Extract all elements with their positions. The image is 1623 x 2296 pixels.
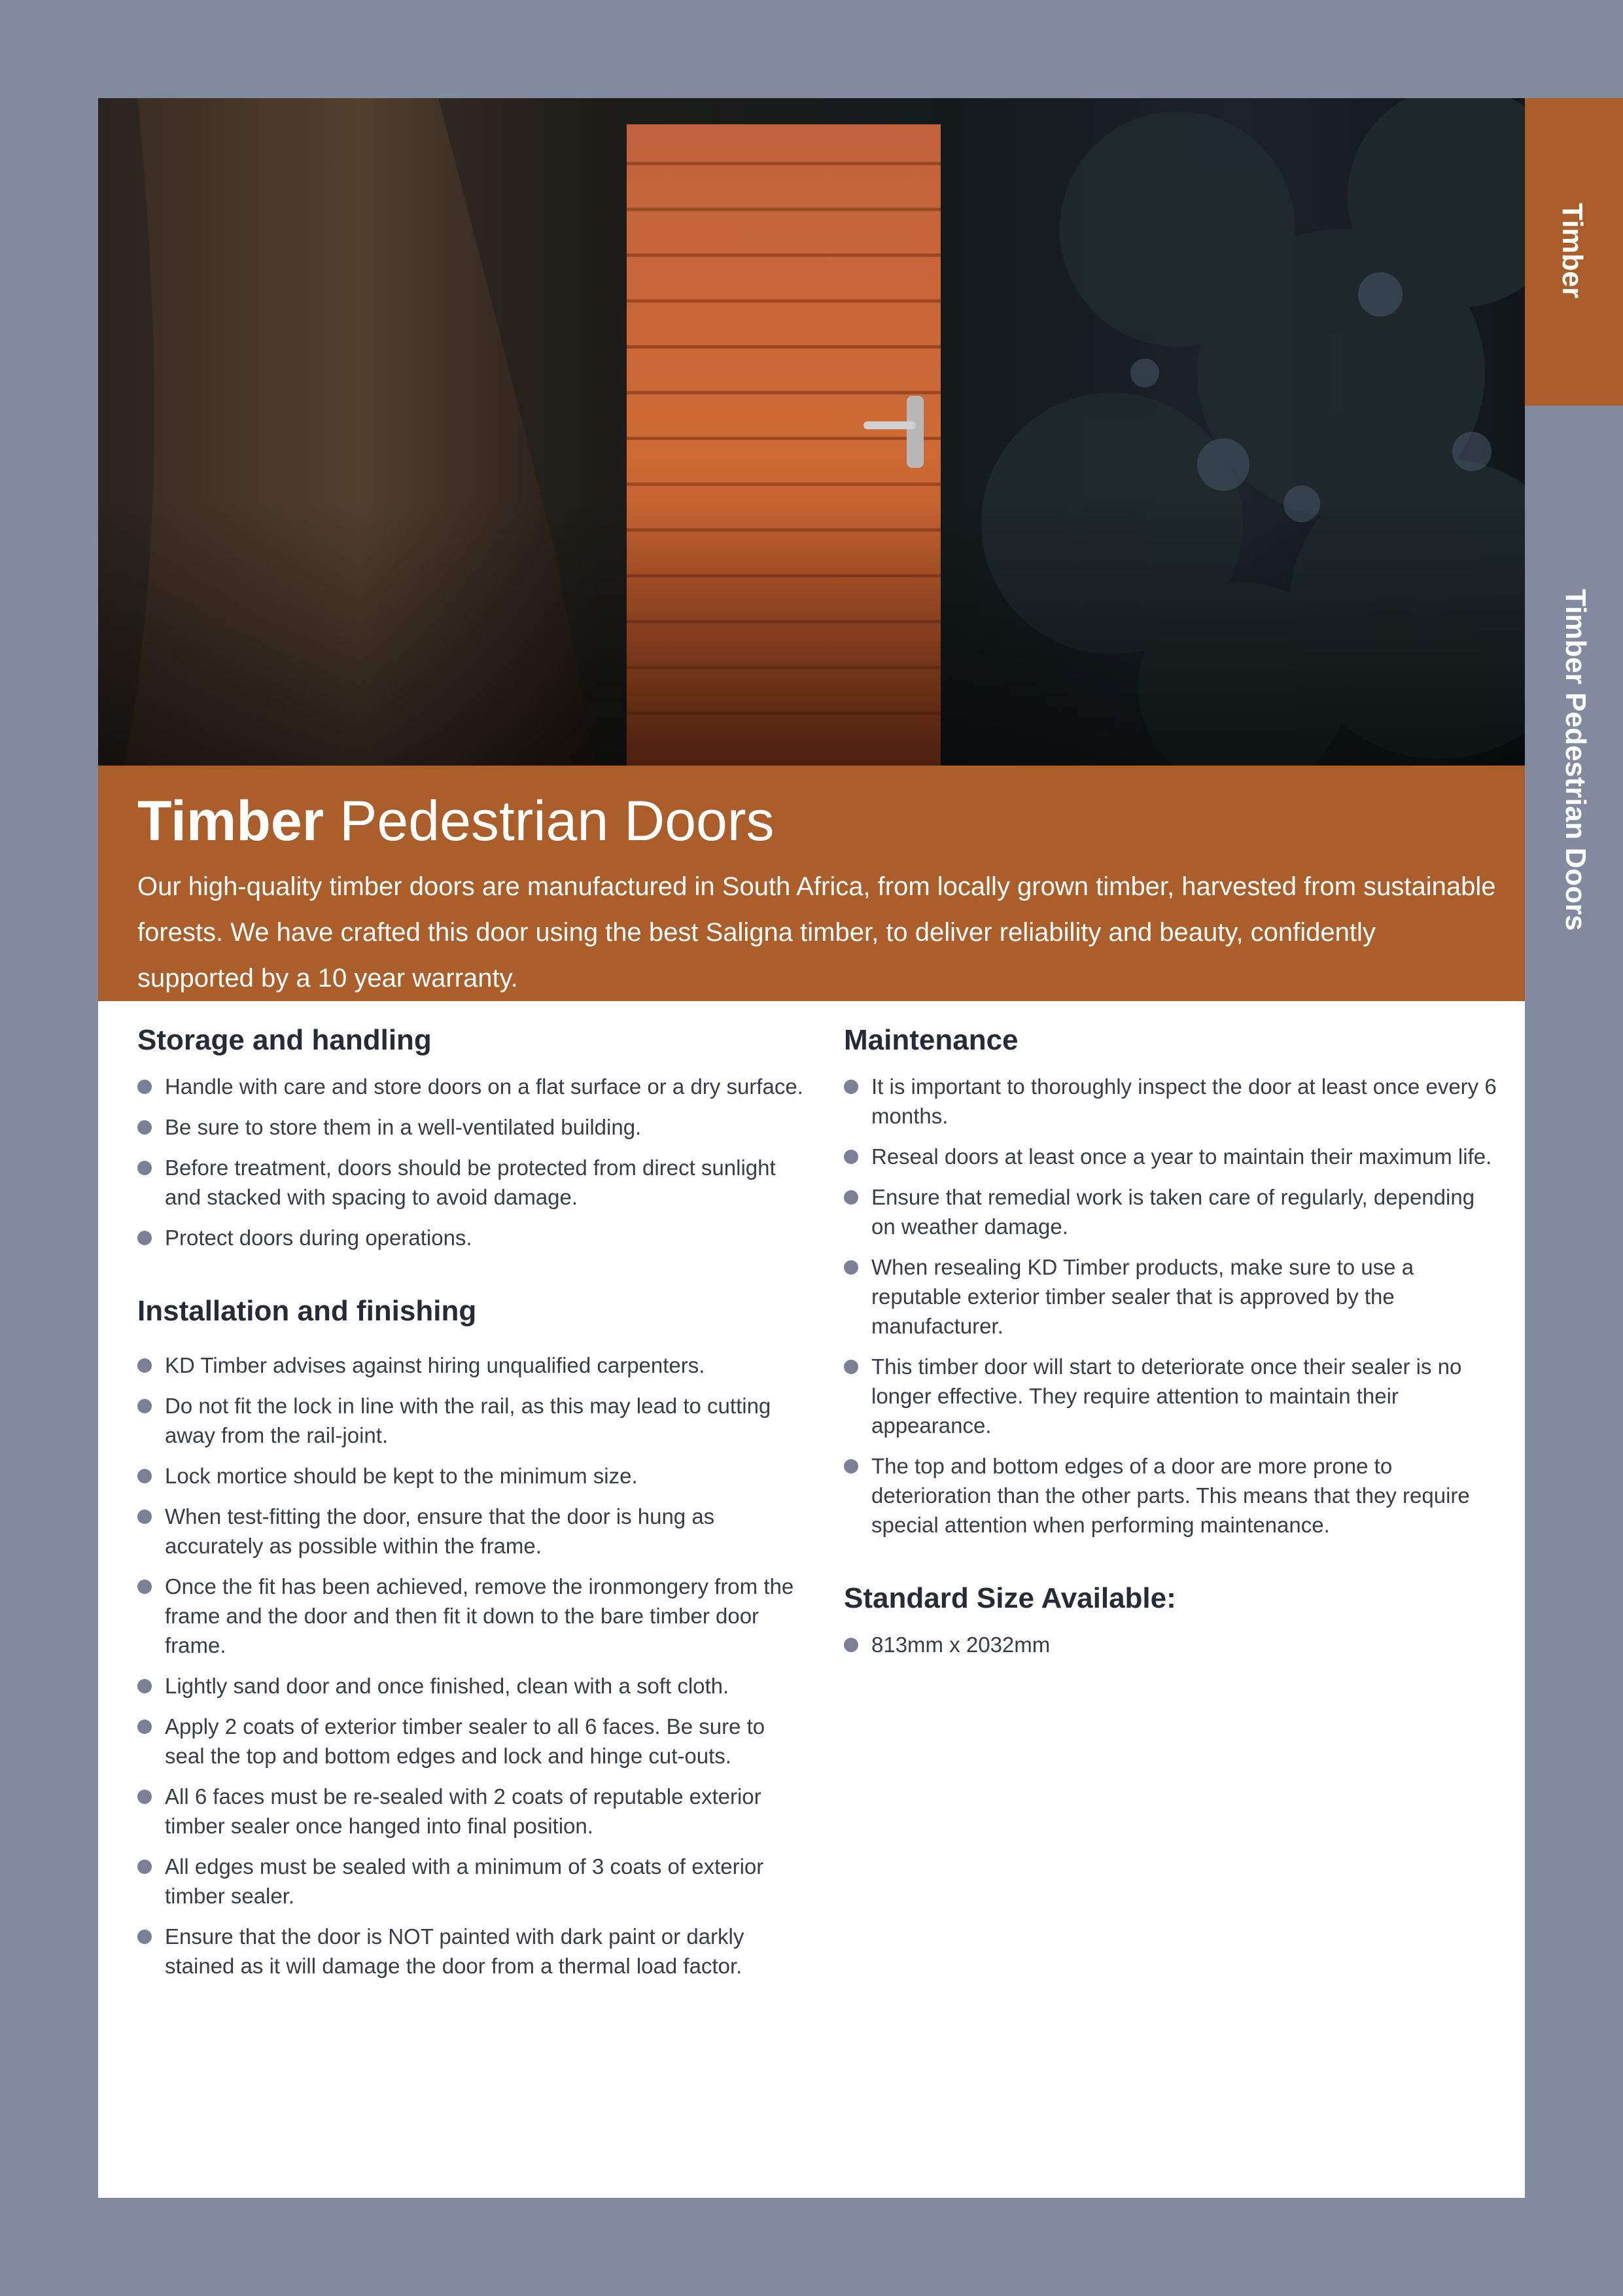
- maintenance-list: [844, 1072, 1498, 1540]
- list-item: Ensure that remedial work is taken care of regularly, depending on weather damage.: [844, 1182, 1498, 1241]
- list-item: All 6 faces must be re-sealed with 2 coats of reputable exterior timber sealer once hanged into final position.: [137, 1782, 805, 1841]
- installation-heading: Installation and finishing: [137, 1295, 477, 1327]
- list-item: This timber door will start to deteriorate once their sealer is no longer effective. They require attention to maintain their appearance.: [844, 1352, 1498, 1440]
- list-item: It is important to thoroughly inspect the door at least once every 6 months.: [844, 1072, 1498, 1131]
- list-item: Ensure that the door is NOT painted with dark paint or darkly stained as it will damage the door from a thermal load factor.: [137, 1922, 805, 1981]
- hero-photo: [98, 98, 1525, 766]
- right-column: [844, 1021, 1498, 1670]
- page-title: [137, 785, 775, 857]
- side-tab-category: [1525, 98, 1623, 406]
- list-item: Be sure to store them in a well-ventilated building.: [137, 1112, 805, 1142]
- left-column: [137, 1021, 805, 1992]
- list-item: When resealing KD Timber products, make sure to use a reputable exterior timber sealer that is approved by the manufacturer.: [844, 1252, 1498, 1341]
- list-item: 813mm x 2032mm: [844, 1630, 1498, 1659]
- list-item: Once the fit has been achieved, remove the ironmongery from the frame and the door and then fit it down to the bare timber door frame.: [137, 1572, 805, 1660]
- side-tab-product-label: Timber Pedestrian Doors: [1560, 589, 1592, 931]
- list-item: Do not fit the lock in line with the rail, as this may lead to cutting away from the rail-joint.: [137, 1391, 805, 1450]
- storage-heading: Storage and handling: [137, 1024, 432, 1056]
- list-item: Lock mortice should be kept to the minimum size.: [137, 1461, 805, 1491]
- page-title-rest: Pedestrian Doors: [324, 790, 775, 853]
- door-in-forest-illustration: [98, 98, 1525, 766]
- page-title-bold: Timber: [137, 790, 324, 853]
- sizes-list: [844, 1630, 1498, 1659]
- list-item: The top and bottom edges of a door are more prone to deterioration than the other parts. This means that they require special attention when performing maintenance.: [844, 1451, 1498, 1540]
- sizes-heading: Standard Size Available:: [844, 1582, 1176, 1614]
- side-tab-category-label: Timber: [1556, 203, 1588, 298]
- list-item: When test-fitting the door, ensure that the door is hung as accurately as possible within the frame.: [137, 1502, 805, 1561]
- list-item: Lightly sand door and once finished, clean with a soft cloth.: [137, 1671, 805, 1701]
- list-item: Reseal doors at least once a year to maintain their maximum life.: [844, 1142, 1498, 1171]
- maintenance-heading: Maintenance: [844, 1024, 1019, 1056]
- list-item: KD Timber advises against hiring unqualified carpenters.: [137, 1351, 805, 1380]
- page-description: Our high-quality timber doors are manufactured in South Africa, from locally grown timber, harvested from sustainable forests. We have crafted this door using the best Saligna timber, to deliver reliability and beauty, confidently supported by a 10 year warranty.: [137, 872, 1496, 993]
- list-item: Before treatment, doors should be protected from direct sunlight and stacked with spacing to avoid damage.: [137, 1153, 805, 1212]
- title-banner: [98, 766, 1525, 1001]
- list-item: Apply 2 coats of exterior timber sealer to all 6 faces. Be sure to seal the top and bottom edges and lock and hinge cut-outs.: [137, 1712, 805, 1771]
- list-item: All edges must be sealed with a minimum of 3 coats of exterior timber sealer.: [137, 1852, 805, 1911]
- installation-list: [137, 1351, 805, 1981]
- list-item: Protect doors during operations.: [137, 1223, 805, 1252]
- storage-list: [137, 1072, 805, 1252]
- list-item: Handle with care and store doors on a flat surface or a dry surface.: [137, 1072, 805, 1101]
- page-sheet: [98, 98, 1525, 2198]
